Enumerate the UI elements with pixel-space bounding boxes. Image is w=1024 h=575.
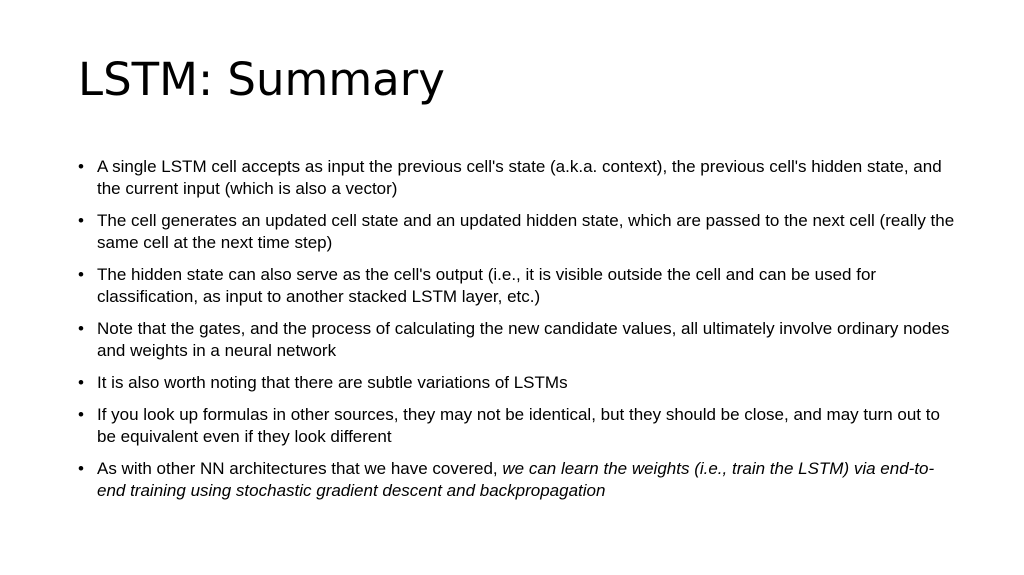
bullet-list [78, 156, 958, 512]
bullet-item [78, 404, 958, 448]
bullet-item [78, 458, 958, 502]
bullet-text-plain: As with other NN architectures that we have covered, [97, 459, 503, 478]
bullet-text: It is also worth noting that there are subtle variations of LSTMs [97, 373, 568, 392]
bullet-icon: • [78, 405, 84, 424]
bullet-text-emphasis: we can learn the weights (i.e., train the LSTM) via end-to-end training using stochastic gradient descent and backpropagation [97, 459, 935, 500]
bullet-item [78, 156, 958, 200]
bullet-item [78, 210, 958, 254]
bullet-icon: • [78, 459, 84, 478]
bullet-text: A single LSTM cell accepts as input the previous cell's state (a.k.a. context), the previous cell's hidden state, and the current input (which is also a vector) [97, 157, 942, 198]
slide-title: LSTM: Summary [78, 53, 445, 106]
bullet-text: The cell generates an updated cell state and an updated hidden state, which are passed to the next cell (really the same cell at the next time step) [97, 211, 955, 252]
bullet-icon: • [78, 265, 84, 284]
bullet-text: Note that the gates, and the process of calculating the new candidate values, all ultimately involve ordinary nodes and weights in a neural network [97, 319, 950, 360]
bullet-icon: • [78, 319, 84, 338]
bullet-text [97, 459, 934, 500]
bullet-icon: • [78, 157, 84, 176]
bullet-text: If you look up formulas in other sources, they may not be identical, but they should be close, and may turn out to be equivalent even if they look different [97, 405, 940, 446]
bullet-item [78, 318, 958, 362]
bullet-text: The hidden state can also serve as the cell's output (i.e., it is visible outside the cell and can be used for classification, as input to another stacked LSTM layer, etc.) [97, 265, 877, 306]
bullet-icon: • [78, 373, 84, 392]
bullet-item [78, 372, 958, 394]
bullet-icon: • [78, 211, 84, 230]
bullet-item [78, 264, 958, 308]
